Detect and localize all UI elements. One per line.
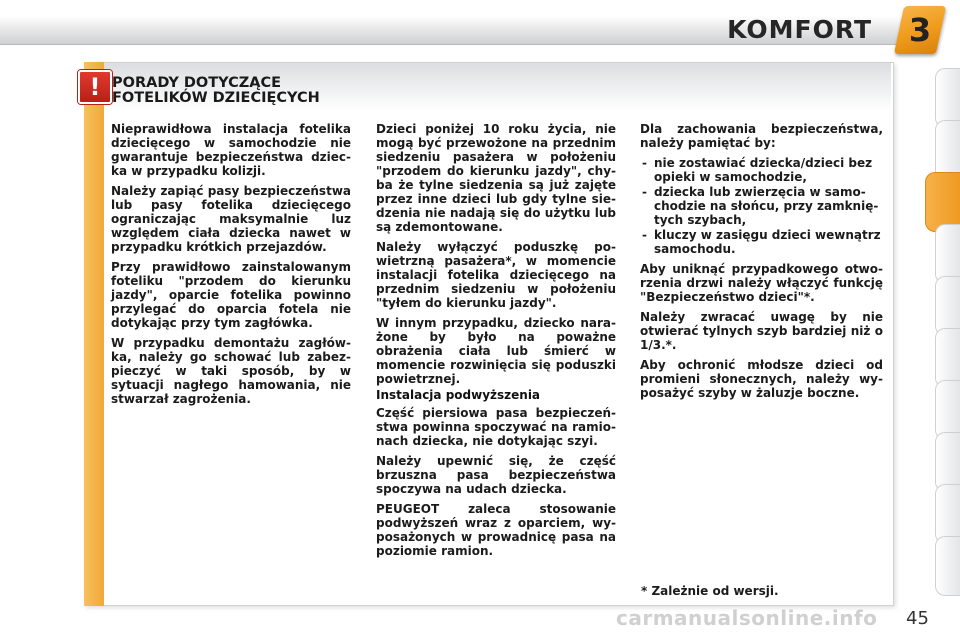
paragraph: Dzieci poniżej 10 roku życia, nie mogą być przewożone na przednim siedzeniu pasażera w położeniu "przodem do kierunku jazdy", chyba że tylne siedzenia są już zajęte przez inne dzieci lub gdy tylne siedzenia nie nadają się do użytku lub są zdemontowane.: [376, 122, 616, 234]
column-3: [640, 122, 883, 406]
paragraph: Dla zachowania bezpieczeństwa, należy pamiętać by:: [640, 122, 883, 150]
section-title-line2: FOTELIKÓW DZIECIĘCYCH: [112, 90, 320, 106]
thumb-tab[interactable]: [935, 484, 960, 544]
paragraph: Aby ochronić młodsze dzieci od promieni słonecznych, należy wyposażyć szyby w żaluzje boczne.: [640, 358, 883, 400]
page-number: 45: [906, 608, 929, 629]
thumb-tab[interactable]: [935, 276, 960, 336]
list-item: - kluczy w zasięgu dzieci wewnątrz samochodu.: [640, 228, 883, 256]
footnote: * Zależnie od wersji.: [641, 584, 779, 598]
panel-accent-stripe: [84, 62, 104, 606]
paragraph: Nieprawidłowa instalacja fotelika dziecięcego w samochodzie nie gwarantuje bezpieczeństwa dziecka w przypadku kolizji.: [111, 122, 351, 178]
column-2-lower: [376, 406, 616, 564]
thumb-tab[interactable]: [935, 536, 960, 596]
list-item: - dziecka lub zwierzęcia w samochodzie na słońcu, przy zamkniętych szybach,: [640, 185, 883, 227]
watermark: carmanualsonline.info: [616, 606, 878, 630]
paragraph: Przy prawidłowo zainstalowanym foteliku "przodem do kierunku jazdy", oparcie fotelika powinno przylegać do oparcia fotela nie dotykając przy tym zagłówka.: [111, 260, 351, 330]
section-title: [112, 76, 512, 106]
warning-icon: !: [78, 70, 112, 104]
column-2: [376, 122, 616, 392]
paragraph: Należy upewnić się, że część brzuszna pasa bezpieczeństwa spoczywa na udach dziecka.: [376, 454, 616, 496]
column-1: [111, 122, 351, 412]
paragraph: Część piersiowa pasa bezpieczeństwa powinna spoczywać na ramionach dziecka, nie dotykając szyi.: [376, 406, 616, 448]
thumb-tab[interactable]: [935, 380, 960, 440]
paragraph: Należy zapiąć pasy bezpieczeństwa lub pasy fotelika dziecięcego ograniczając maksymalnie luz względem ciała dziecka nawet w przypadku krótkich przejazdów.: [111, 184, 351, 254]
paragraph: Należy wyłączyć poduszkę powietrzną pasażera*, w momencie instalacji fotelika dziecięcego na przednim siedzeniu w położeniu "tyłem do kierunku jazdy".: [376, 240, 616, 310]
paragraph: PEUGEOT zaleca stosowanie podwyższeń wraz z oparciem, wyposażonych w prowadnicę pasa na poziomie ramion.: [376, 502, 616, 558]
chapter-number: 3: [908, 11, 932, 49]
paragraph: W innym przypadku, dziecko narażone by było na poważne obrażenia ciała lub śmierć w momencie rozwinięcia się poduszki powietrznej.: [376, 316, 616, 386]
thumb-tabs: [926, 68, 960, 628]
section-title-line1: PORADY DOTYCZĄCE: [112, 75, 282, 91]
bullet-list: [640, 156, 883, 256]
thumb-tab[interactable]: [935, 224, 960, 284]
thumb-tab[interactable]: [935, 328, 960, 388]
page-header: [0, 0, 960, 60]
list-item: - nie zostawiać dziecka/dzieci bez opieki w samochodzie,: [640, 156, 883, 184]
paragraph: Aby uniknąć przypadkowego otworzenia drzwi należy włączyć funkcję "Bezpieczeństwo dzieci"*.: [640, 262, 883, 304]
header-title: KOMFORT: [727, 15, 872, 44]
paragraph: Należy zwracać uwagę by nie otwierać tylnych szyb bardziej niż o 1/3.*.: [640, 310, 883, 352]
thumb-tab[interactable]: [935, 120, 960, 180]
thumb-tab[interactable]: [935, 68, 960, 128]
paragraph: W przypadku demontażu zagłówka, należy go schować lub zabezpieczyć w taki sposób, by w sytuacji nagłego hamowania, nie stwarzał zagrożenia.: [111, 336, 351, 406]
thumb-tab[interactable]: [935, 432, 960, 492]
thumb-tab-active[interactable]: [925, 172, 960, 232]
subheading: Instalacja podwyższenia: [376, 388, 541, 402]
